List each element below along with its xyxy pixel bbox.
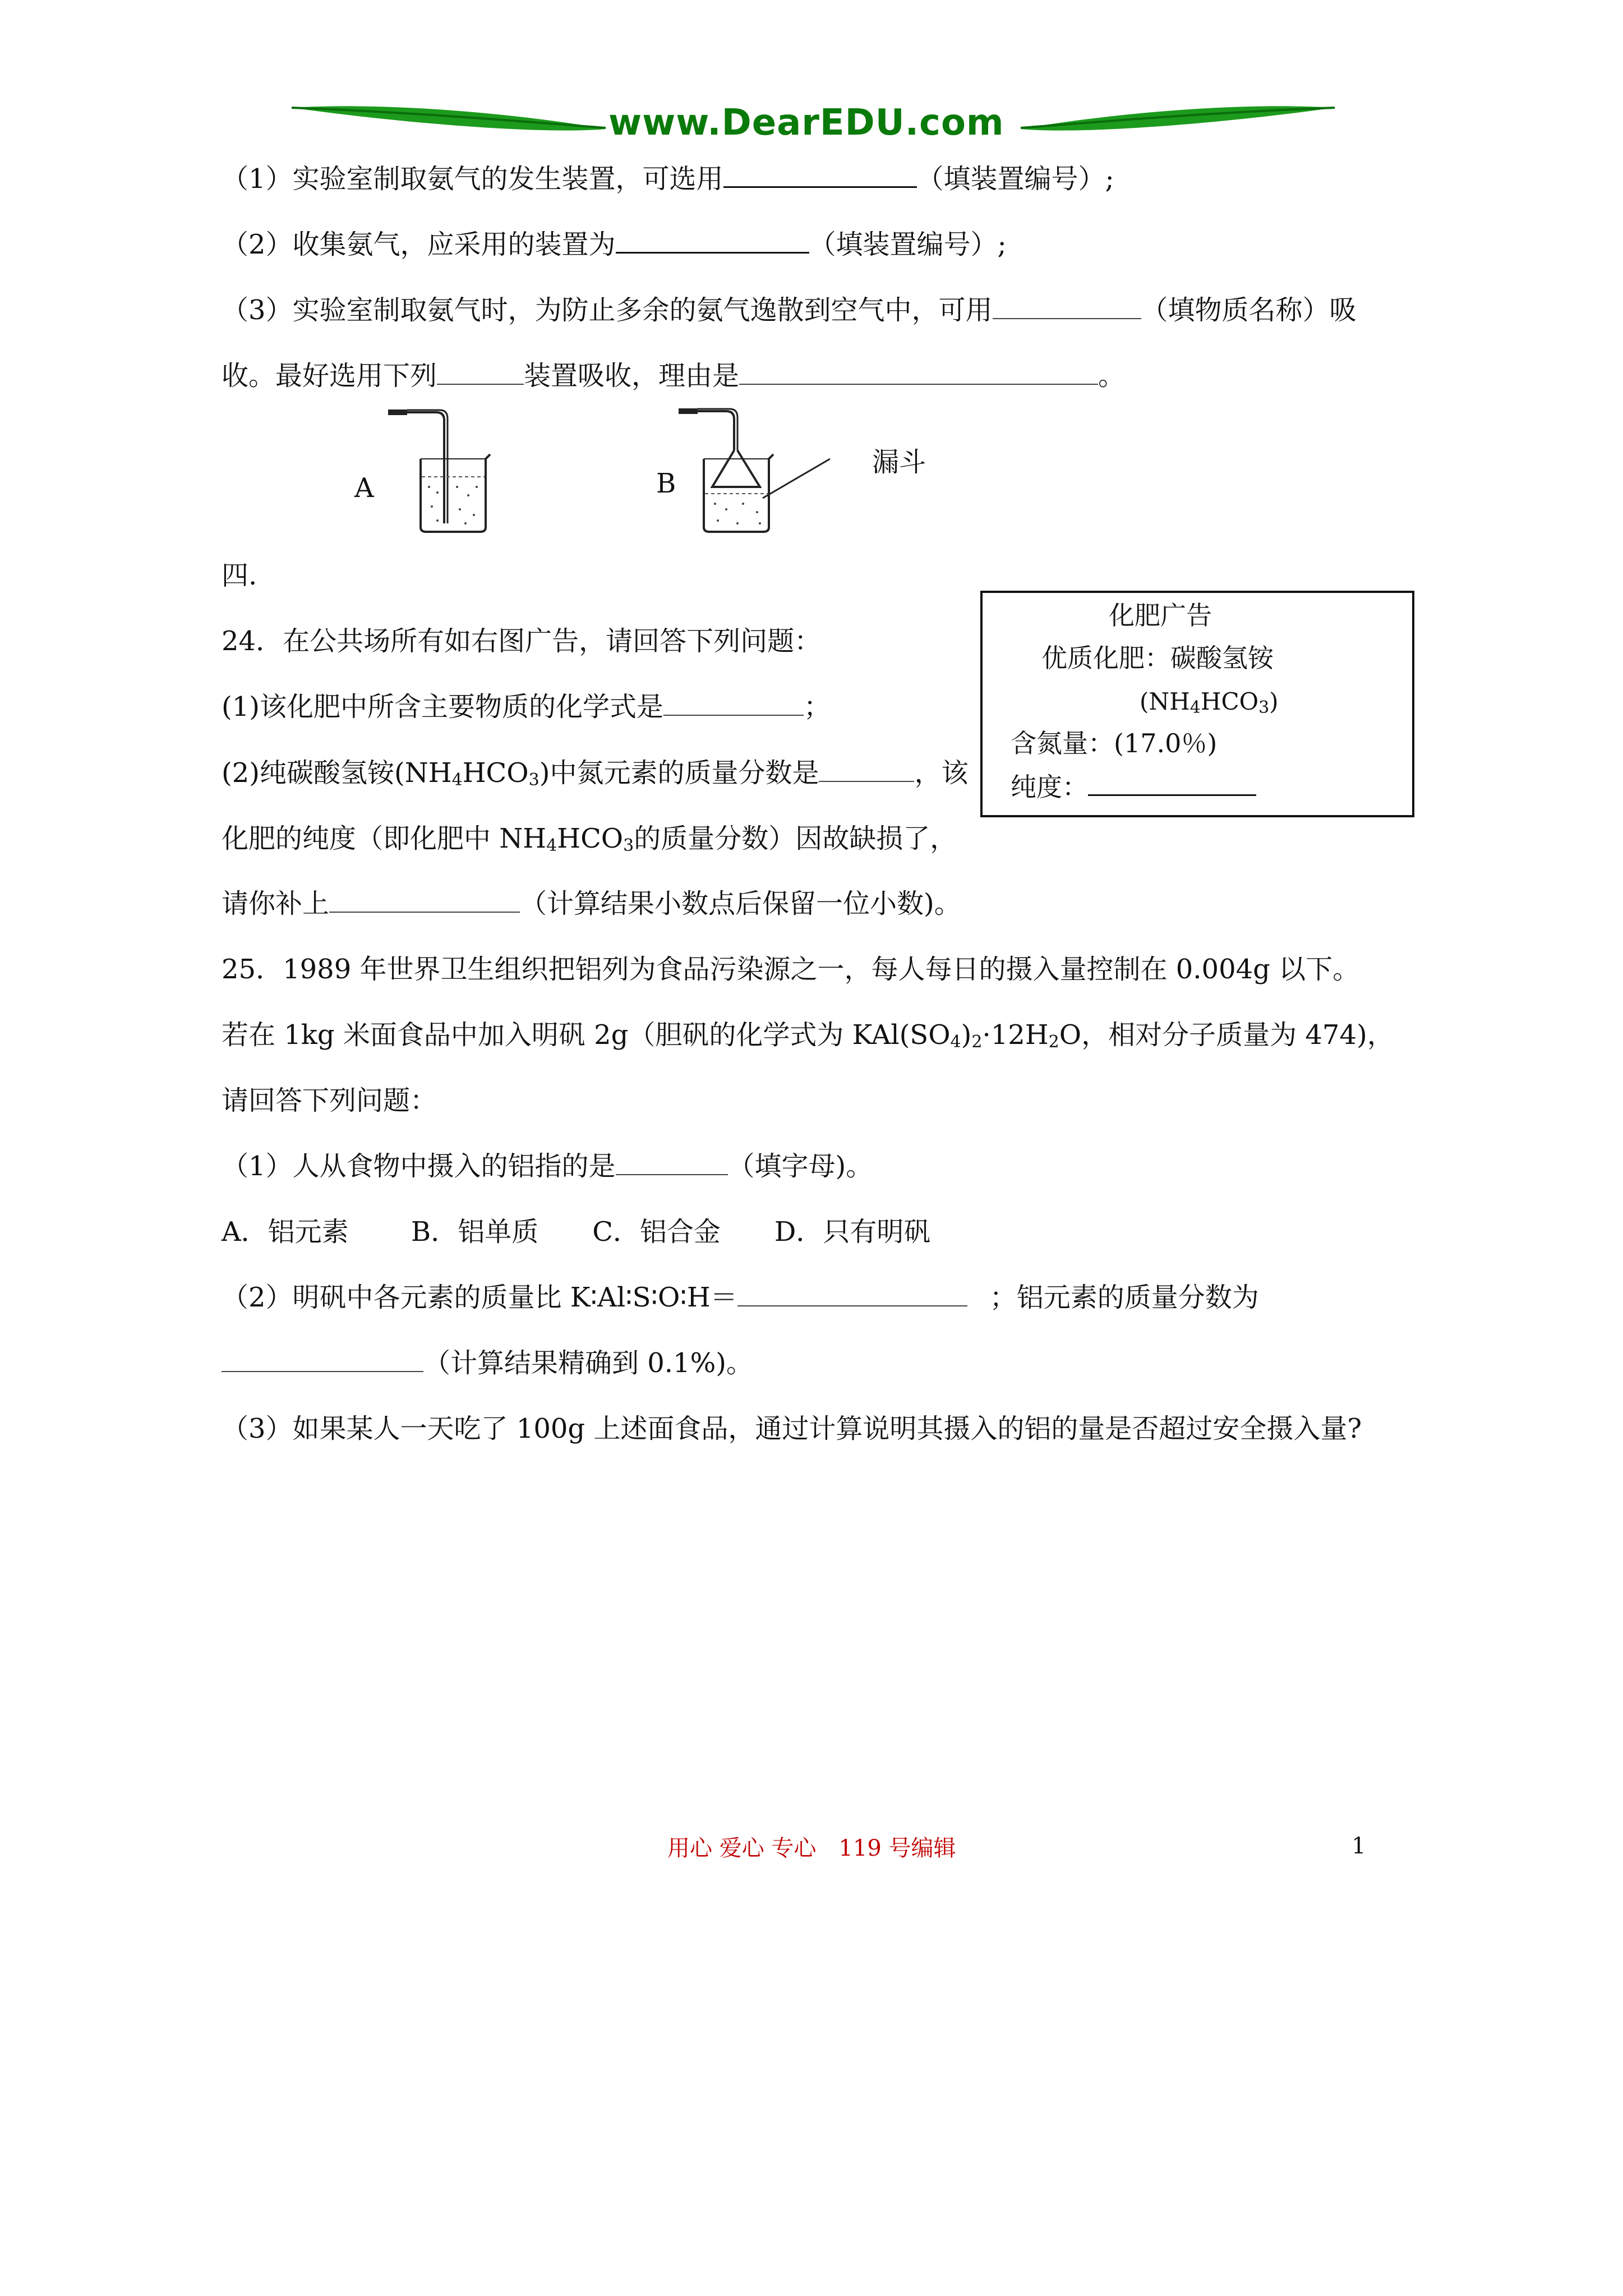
q24-intro: 24．在公共场所有如右图广告，请回答下列问题： <box>222 625 822 657</box>
answer-blank[interactable] <box>819 756 914 782</box>
answer-blank[interactable] <box>663 690 804 716</box>
q23-part3: （3）实验室制取氨气时，为防止多余的氨气逸散到空气中，可用 （填物质名称）吸 <box>222 295 1357 326</box>
answer-blank[interactable] <box>723 162 917 188</box>
footer-editor-note: 用心 爱心 专心 119 号编辑 <box>667 1835 956 1861</box>
purity-blank[interactable] <box>1088 772 1256 796</box>
answer-blank[interactable] <box>737 1281 967 1306</box>
ad-formula: $(NH_4HCO_3)$ <box>1140 688 1279 717</box>
q24-part2: (2)纯碳酸氢铵$(NH_4HCO_3)$中氮元素的质量分数是 ，该 <box>222 757 969 790</box>
apparatus-a-label: A <box>354 472 374 504</box>
q25-part1: （1）人从食物中摄入的铝指的是 （填字母)。 <box>222 1151 873 1182</box>
section-heading: 四. <box>222 560 257 591</box>
q23-part1: （1）实验室制取氨气的发生装置，可选用 （填装置编号）; <box>222 162 1114 196</box>
q24-part2-cont: 化肥的纯度（即化肥中 $NH_4HCO_3$的质量分数）因故缺损了， <box>222 823 957 855</box>
q25-line3: 请回答下列问题： <box>222 1085 437 1116</box>
q25-options: A．铝元素 B．铝单质 C．铝合金 D．只有明矾 <box>222 1216 931 1248</box>
ad-nitrogen-content: 含氮量：(17.0％) <box>1011 728 1218 758</box>
q25-line1: 25．1989 年世界卫生组织把铝列为食品污染源之一，每人每日的摄入量控制在 0.004g 以下。 <box>222 954 1360 985</box>
q25-line2: 若在 1kg 米面食品中加入明矾 2g（胆矾的化学式为 $KAl(SO_4)_2\cdot 12H_2O$，相对分子质量为 474)， <box>222 1019 1394 1052</box>
ad-title: 化肥广告 <box>1109 600 1212 631</box>
answer-blank[interactable] <box>437 359 524 385</box>
answer-blank[interactable] <box>616 1149 728 1175</box>
apparatus-b-beaker-funnel <box>670 403 838 537</box>
answer-blank[interactable] <box>616 227 809 254</box>
q23-part2: （2）收集氨气，应采用的装置为 （填装置编号）; <box>222 227 1007 261</box>
q25-part2-cont: （计算结果精确到 0.1%)。 <box>222 1346 753 1380</box>
page-number: 1 <box>1352 1833 1366 1859</box>
answer-blank[interactable] <box>222 1346 423 1372</box>
apparatus-b-label: B <box>656 468 676 499</box>
site-logo-text[interactable]: www.DearEDU.com <box>608 102 1004 144</box>
funnel-label: 漏斗 <box>872 447 926 478</box>
fertilizer-ad-box <box>980 591 1414 817</box>
q25-part2: （2）明矾中各元素的质量比 K∶Al∶S∶O∶H＝ ；铝元素的质量分数为 <box>222 1282 1259 1313</box>
q24-part1: (1)该化肥中所含主要物质的化学式是 ； <box>222 691 831 723</box>
q24-part3: 请你补上 （计算结果小数点后保留一位小数)。 <box>222 888 961 919</box>
answer-blank[interactable] <box>329 887 520 913</box>
ad-product: 优质化肥：碳酸氢铵 <box>1041 643 1274 673</box>
answer-blank[interactable] <box>739 359 1098 385</box>
q23-part3-cont: 收。最好选用下列 装置吸收，理由是 。 <box>222 360 1126 392</box>
answer-blank[interactable] <box>993 293 1141 319</box>
q25-part3: （3）如果某人一天吃了 100g 上述面食品，通过计算说明其摄入的铝的量是否超过安全摄入量? <box>222 1413 1362 1444</box>
ad-purity: 纯度： <box>1011 771 1256 803</box>
apparatus-a-beaker-tube <box>381 403 516 537</box>
